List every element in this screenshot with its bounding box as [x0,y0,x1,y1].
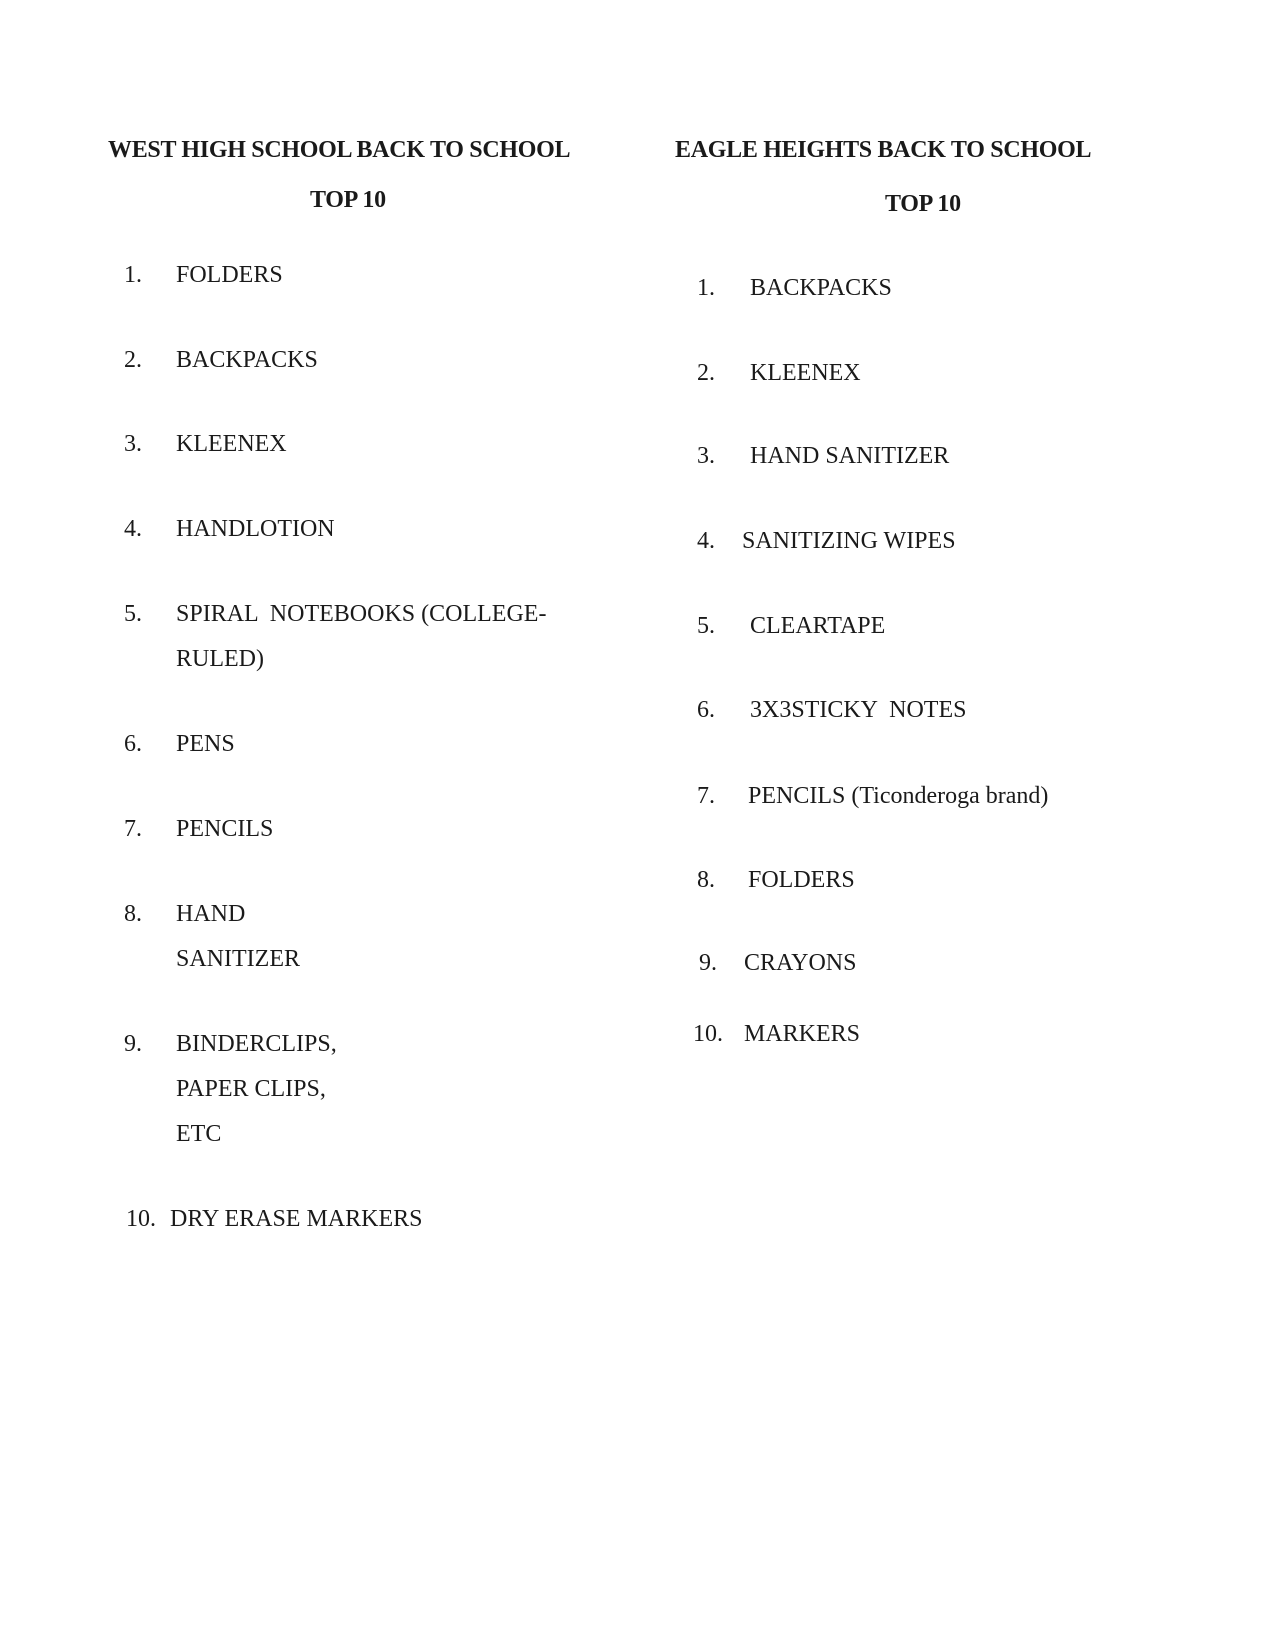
item-number: 10. [693,1021,723,1047]
item-number: 9. [699,950,717,976]
item-text-line: KLEENEX [176,431,287,457]
item-number: 7. [697,783,715,809]
item-text-line: HANDLOTION [176,516,335,542]
item-number: 5. [697,613,715,639]
item-text [750,351,861,396]
item-text-line: RULED) [176,646,264,672]
item-text [748,858,855,903]
item-number: 1. [124,262,142,288]
item-number: 1. [697,275,715,301]
item-text [176,338,318,383]
item-text-line: DRY ERASE MARKERS [170,1206,423,1232]
item-text [750,434,949,479]
item-text [750,266,892,311]
item-number: 8. [697,867,715,893]
item-text-line: SANITIZING WIPES [742,528,956,554]
item-text-line: HAND [176,901,246,927]
item-text-line: FOLDERS [176,262,283,288]
item-text-line: CRAYONS [744,950,857,976]
item-text [744,1012,860,1057]
item-text [170,1197,423,1242]
item-text [176,592,546,682]
item-text [742,519,956,564]
item-text-line: FOLDERS [748,867,855,893]
item-text [750,604,885,649]
item-text-line: SPIRAL NOTEBOOKS (COLLEGE- [176,601,547,627]
item-number: 4. [697,528,715,554]
item-number: 9. [124,1031,142,1057]
left-list-title: WEST HIGH SCHOOL BACK TO SCHOOL [108,137,571,163]
item-text-line: CLEARTAPE [750,613,886,639]
item-text [176,722,235,767]
item-number: 10. [126,1206,156,1232]
item-text [176,507,335,552]
item-text-line: PAPER CLIPS, [176,1076,326,1102]
item-number: 6. [124,731,142,757]
item-number: 8. [124,901,142,927]
item-text-line: BINDERCLIPS, [176,1031,337,1057]
item-text [748,774,1048,819]
item-text [176,807,273,852]
item-text-line: SANITIZER [176,946,300,972]
item-text-line: PENCILS [176,816,274,842]
right-list-subtitle: TOP 10 [885,191,961,217]
item-text-line: 3X3STICKY NOTES [750,697,967,723]
left-list-subtitle: TOP 10 [310,187,386,213]
item-text [176,422,287,467]
item-number: 7. [124,816,142,842]
item-text-line: BACKPACKS [176,347,318,373]
item-number: 2. [124,347,142,373]
item-text [176,892,300,982]
item-text [750,688,966,733]
item-text-line: ETC [176,1121,222,1147]
item-text-line: KLEENEX [750,360,861,386]
item-number: 6. [697,697,715,723]
item-number: 3. [697,443,715,469]
right-list-title: EAGLE HEIGHTS BACK TO SCHOOL [675,137,1092,163]
item-number: 2. [697,360,715,386]
item-text-line: PENCILS (Ticonderoga brand) [748,783,1049,809]
item-text-line: MARKERS [744,1021,861,1047]
item-text-line: HAND SANITIZER [750,443,950,469]
item-text [176,253,283,298]
item-text-line: PENS [176,731,235,757]
item-number: 4. [124,516,142,542]
item-number: 5. [124,601,142,627]
item-text-line: BACKPACKS [750,275,892,301]
item-text [744,941,857,986]
item-text [176,1022,337,1157]
item-number: 3. [124,431,142,457]
